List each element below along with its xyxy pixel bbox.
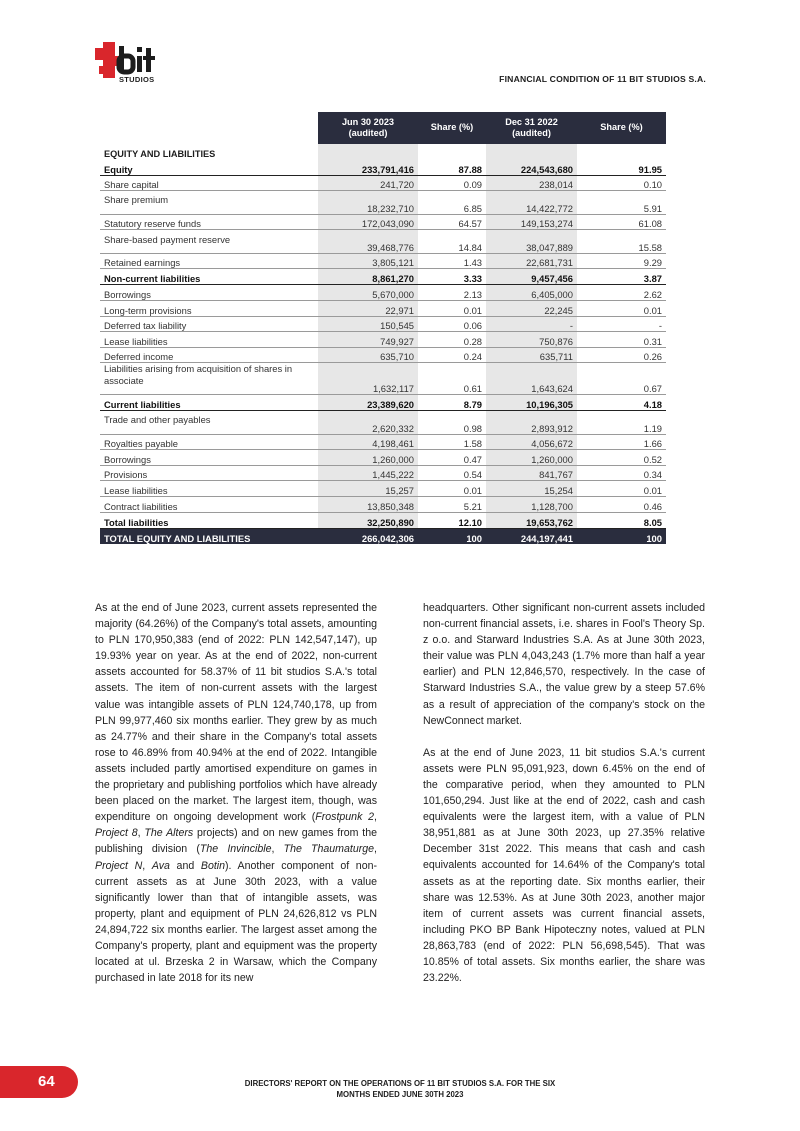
share-dec-2022: - xyxy=(577,316,666,332)
value-jun-2023: 3,805,121 xyxy=(318,253,418,269)
share-dec-2022: 2.62 xyxy=(577,285,666,301)
value-jun-2023: 8,861,270 xyxy=(318,269,418,285)
separator: , xyxy=(137,827,145,840)
value-jun-2023: 39,468,776 xyxy=(318,230,418,254)
footer-line-1: DIRECTORS' REPORT ON THE OPERATIONS OF 11 BIT STUDIOS S.A. FOR THE SIX xyxy=(244,1079,556,1088)
body-text: projects) and on new games from the publishing division ( xyxy=(95,827,378,856)
page-footer xyxy=(200,1078,600,1100)
value-jun-2023: 18,232,710 xyxy=(318,191,418,215)
shade-cell xyxy=(486,144,577,159)
share-jun-2023: 64.57 xyxy=(418,214,486,230)
header-share-2: Share (%) xyxy=(577,112,666,144)
row-label: Long-term provisions xyxy=(100,301,318,317)
equity-liabilities-table xyxy=(100,112,666,544)
table-row xyxy=(100,230,666,254)
value-dec-2022: 1,128,700 xyxy=(486,496,577,512)
header-blank-cell xyxy=(100,112,318,144)
value-jun-2023: 635,710 xyxy=(318,347,418,363)
value-jun-2023: 266,042,306 xyxy=(318,528,418,544)
value-dec-2022: 224,543,680 xyxy=(486,159,577,175)
value-dec-2022: 2,893,912 xyxy=(486,411,577,435)
share-jun-2023: 0.09 xyxy=(418,175,486,191)
value-jun-2023: 22,971 xyxy=(318,301,418,317)
row-label: Royalties payable xyxy=(100,434,318,450)
share-dec-2022: 0.34 xyxy=(577,465,666,481)
game-title: The Invincible xyxy=(199,843,272,856)
value-dec-2022: 1,643,624 xyxy=(486,363,577,395)
value-dec-2022: 635,711 xyxy=(486,347,577,363)
share-jun-2023: 3.33 xyxy=(418,269,486,285)
value-jun-2023: 23,389,620 xyxy=(318,395,418,411)
page-header-title: FINANCIAL CONDITION OF 11 BIT STUDIOS S.A. xyxy=(499,74,706,84)
game-title: The Thaumaturge xyxy=(283,843,375,856)
table-row xyxy=(100,191,666,215)
value-jun-2023: 150,545 xyxy=(318,316,418,332)
value-jun-2023: 15,257 xyxy=(318,481,418,497)
table-row xyxy=(100,465,666,481)
game-title: Botin xyxy=(200,859,226,872)
header-dec-2022 xyxy=(486,112,577,144)
value-dec-2022: 238,014 xyxy=(486,175,577,191)
value-dec-2022: 10,196,305 xyxy=(486,395,577,411)
share-dec-2022: 1.19 xyxy=(577,411,666,435)
shade-cell xyxy=(318,144,418,159)
share-jun-2023: 1.43 xyxy=(418,253,486,269)
share-jun-2023: 100 xyxy=(418,528,486,544)
share-jun-2023: 0.06 xyxy=(418,316,486,332)
row-label: Equity xyxy=(100,159,318,175)
share-dec-2022: 0.26 xyxy=(577,347,666,363)
row-label: Deferred income xyxy=(100,347,318,363)
row-label xyxy=(100,191,318,215)
share-dec-2022: 5.91 xyxy=(577,191,666,215)
share-dec-2022: 0.10 xyxy=(577,175,666,191)
row-label: Current liabilities xyxy=(100,395,318,411)
share-jun-2023: 87.88 xyxy=(418,159,486,175)
blank-cell xyxy=(577,144,666,159)
row-label xyxy=(100,230,318,254)
value-jun-2023: 749,927 xyxy=(318,332,418,348)
blank-cell xyxy=(418,144,486,159)
value-jun-2023: 233,791,416 xyxy=(318,159,418,175)
section-title-row xyxy=(100,144,666,159)
header-jun-2023-line2: (audited) xyxy=(348,128,388,138)
table-row xyxy=(100,316,666,332)
row-label-text: Liabilities arising from acquisition of shares in associate xyxy=(104,363,293,386)
separator: , xyxy=(374,843,377,856)
header-dec-2022-line2: (audited) xyxy=(512,128,551,138)
share-jun-2023: 0.47 xyxy=(418,450,486,466)
separator: , xyxy=(271,843,284,856)
row-label-text: Share-based payment reserve xyxy=(104,233,231,245)
value-dec-2022: 22,245 xyxy=(486,301,577,317)
equity-row xyxy=(100,159,666,175)
value-jun-2023: 1,445,222 xyxy=(318,465,418,481)
row-label: Lease liabilities xyxy=(100,332,318,348)
value-jun-2023: 172,043,090 xyxy=(318,214,418,230)
header-share-1: Share (%) xyxy=(418,112,486,144)
value-jun-2023: 13,850,348 xyxy=(318,496,418,512)
total-equity-liabilities-row xyxy=(100,528,666,544)
body-paragraph: As at the end of June 2023, 11 bit studios S.A.'s current assets were PLN 95,091,923, down 6.45% on the end of the comparative period, when they amounted to PLN 101,650,294. Just like at the end of 2022, cash and cash equivalents were the largest item, with a value of PLN 38,951,881 as at June 30th 2023, up 27.35% relative December 31st 2022. This means that cash and cash equivalents accounted for 14.64% of the Company's total assets as at the reporting date. Six months earlier, their share was 12.53%. As at June 30th 2023, another major item of current assets was current financial assets, including PKO BP Bank Hipoteczny notes, valued at PLN 28,863,783 (end of 2022: PLN 56,698,545). That was 10.85% of total assets. Six months earlier, the share was 23.22%. xyxy=(423,746,705,985)
row-label: Borrowings xyxy=(100,285,318,301)
row-label xyxy=(100,363,318,395)
value-dec-2022: 841,767 xyxy=(486,465,577,481)
value-jun-2023: 2,620,332 xyxy=(318,411,418,435)
game-title: The Alters xyxy=(144,827,194,840)
table-row xyxy=(100,347,666,363)
footer-line-2: MONTHS ENDED JUNE 30TH 2023 xyxy=(336,1090,464,1099)
noncurrent-liabilities-row xyxy=(100,269,666,285)
share-dec-2022: 0.46 xyxy=(577,496,666,512)
share-jun-2023: 8.79 xyxy=(418,395,486,411)
game-title: Project 8 xyxy=(95,827,138,840)
total-liabilities-row xyxy=(100,512,666,528)
table-row xyxy=(100,175,666,191)
table-row xyxy=(100,253,666,269)
row-label: Provisions xyxy=(100,465,318,481)
header-jun-2023-line1: Jun 30 2023 xyxy=(341,116,395,127)
share-dec-2022: 1.66 xyxy=(577,434,666,450)
share-jun-2023: 0.24 xyxy=(418,347,486,363)
row-label: TOTAL EQUITY AND LIABILITIES xyxy=(100,528,318,544)
share-dec-2022: 8.05 xyxy=(577,512,666,528)
share-jun-2023: 12.10 xyxy=(418,512,486,528)
share-jun-2023: 2.13 xyxy=(418,285,486,301)
share-dec-2022: 100 xyxy=(577,528,666,544)
body-column-right xyxy=(423,600,705,1002)
share-dec-2022: 3.87 xyxy=(577,269,666,285)
value-jun-2023: 4,198,461 xyxy=(318,434,418,450)
game-title: Frostpunk 2 xyxy=(315,811,375,824)
table-row xyxy=(100,496,666,512)
value-dec-2022: - xyxy=(486,316,577,332)
row-label-text: Trade and other payables xyxy=(104,414,211,426)
value-dec-2022: 9,457,456 xyxy=(486,269,577,285)
table-row xyxy=(100,214,666,230)
game-title: Ava xyxy=(151,859,170,872)
table-row xyxy=(100,481,666,497)
row-label: Share capital xyxy=(100,175,318,191)
share-jun-2023: 6.85 xyxy=(418,191,486,215)
game-title: Project N xyxy=(95,859,143,872)
table-row xyxy=(100,411,666,435)
share-jun-2023: 0.01 xyxy=(418,481,486,497)
value-dec-2022: 244,197,441 xyxy=(486,528,577,544)
row-label: Retained earnings xyxy=(100,253,318,269)
row-label xyxy=(100,411,318,435)
value-jun-2023: 5,670,000 xyxy=(318,285,418,301)
row-label: Non-current liabilities xyxy=(100,269,318,285)
section-title: EQUITY AND LIABILITIES xyxy=(104,149,216,159)
share-dec-2022: 0.31 xyxy=(577,332,666,348)
body-paragraph: headquarters. Other significant non-current assets included non-current financial assets, i.e. shares in Fool's Theory Sp. z o.o. and Starward Industries S.A. As at June 30th 2023, their value was PLN 4,043,243 (1.7% more than half a year earlier) and PLN 12,846,570, respectively. In the case of Starward Industries S.A., the value grew by a steep 57.6% as a result of appreciation of the company's stock on the NewConnect market. xyxy=(423,602,705,727)
value-dec-2022: 750,876 xyxy=(486,332,577,348)
header-dec-2022-line1: Dec 31 2022 xyxy=(505,116,558,127)
value-dec-2022: 6,405,000 xyxy=(486,285,577,301)
share-dec-2022: 4.18 xyxy=(577,395,666,411)
table-row xyxy=(100,363,666,395)
share-dec-2022: 0.52 xyxy=(577,450,666,466)
header-jun-2023 xyxy=(318,112,418,144)
row-label: Lease liabilities xyxy=(100,481,318,497)
value-dec-2022: 38,047,889 xyxy=(486,230,577,254)
separator: , xyxy=(374,811,377,824)
value-dec-2022: 22,681,731 xyxy=(486,253,577,269)
table-row xyxy=(100,285,666,301)
body-paragraph xyxy=(95,600,377,986)
separator: , xyxy=(142,859,152,872)
share-dec-2022: 91.95 xyxy=(577,159,666,175)
share-jun-2023: 0.01 xyxy=(418,301,486,317)
company-logo xyxy=(95,42,175,84)
share-dec-2022: 61.08 xyxy=(577,214,666,230)
share-jun-2023: 1.58 xyxy=(418,434,486,450)
value-dec-2022: 15,254 xyxy=(486,481,577,497)
share-dec-2022: 0.67 xyxy=(577,363,666,395)
share-jun-2023: 14.84 xyxy=(418,230,486,254)
page-number: 64 xyxy=(0,1066,78,1098)
body-text: ). Another component of non-current assets as at June 30th 2023, with a value significantly lower than that of intangible assets, was property, plant and equipment of PLN 24,626,812 vs PLN 24,894,722 six months earlier. The largest asset among the Company's property, plant and equipment was the property located at ul. Brzeska 2 in Warsaw, which the Company purchased in late 2018 for its new xyxy=(95,859,378,985)
row-label: Total liabilities xyxy=(100,512,318,528)
table-row xyxy=(100,450,666,466)
value-jun-2023: 1,260,000 xyxy=(318,450,418,466)
table-row xyxy=(100,332,666,348)
body-text: As at the end of June 2023, current assets represented the majority (64.26%) of the Company's total assets, amounting to PLN 170,950,383 (end of 2022: PLN 142,547,147), up 19.93% year on year. As at the end of 2022, non-current assets accounted for 58.37% of 11 bit studios S.A.'s total assets. The item of non-current assets with the largest value was intangible assets of PLN 124,740,178, up from PLN 99,977,460 six months earlier. They grew by as much as 24.77% and their share in the Company's total assets rose to 46.89% from 40.94% at the end of 2022. Intangible assets included partly amortised expenditure on games in the proprietary and publishing portfolios which have already been placed on the market. The largest item, though, was expenditure on ongoing development work ( xyxy=(95,602,377,824)
value-dec-2022: 1,260,000 xyxy=(486,450,577,466)
row-label: Borrowings xyxy=(100,450,318,466)
logo-graphic xyxy=(95,42,175,84)
svg-text:STUDIOS: STUDIOS xyxy=(119,75,155,84)
table-row xyxy=(100,434,666,450)
share-jun-2023: 0.61 xyxy=(418,363,486,395)
value-dec-2022: 19,653,762 xyxy=(486,512,577,528)
conjunction: and xyxy=(169,859,201,872)
row-label: Contract liabilities xyxy=(100,496,318,512)
share-jun-2023: 5.21 xyxy=(418,496,486,512)
value-jun-2023: 1,632,117 xyxy=(318,363,418,395)
share-dec-2022: 9.29 xyxy=(577,253,666,269)
value-jun-2023: 241,720 xyxy=(318,175,418,191)
row-label: Deferred tax liability xyxy=(100,316,318,332)
value-jun-2023: 32,250,890 xyxy=(318,512,418,528)
value-dec-2022: 4,056,672 xyxy=(486,434,577,450)
share-jun-2023: 0.98 xyxy=(418,411,486,435)
value-dec-2022: 14,422,772 xyxy=(486,191,577,215)
value-dec-2022: 149,153,274 xyxy=(486,214,577,230)
share-jun-2023: 0.54 xyxy=(418,465,486,481)
share-dec-2022: 15.58 xyxy=(577,230,666,254)
current-liabilities-row xyxy=(100,395,666,411)
share-dec-2022: 0.01 xyxy=(577,481,666,497)
body-column-left xyxy=(95,600,377,1002)
table-header-row xyxy=(100,112,666,144)
share-dec-2022: 0.01 xyxy=(577,301,666,317)
row-label-text: Share premium xyxy=(104,194,169,206)
share-jun-2023: 0.28 xyxy=(418,332,486,348)
table-row xyxy=(100,301,666,317)
row-label: Statutory reserve funds xyxy=(100,214,318,230)
